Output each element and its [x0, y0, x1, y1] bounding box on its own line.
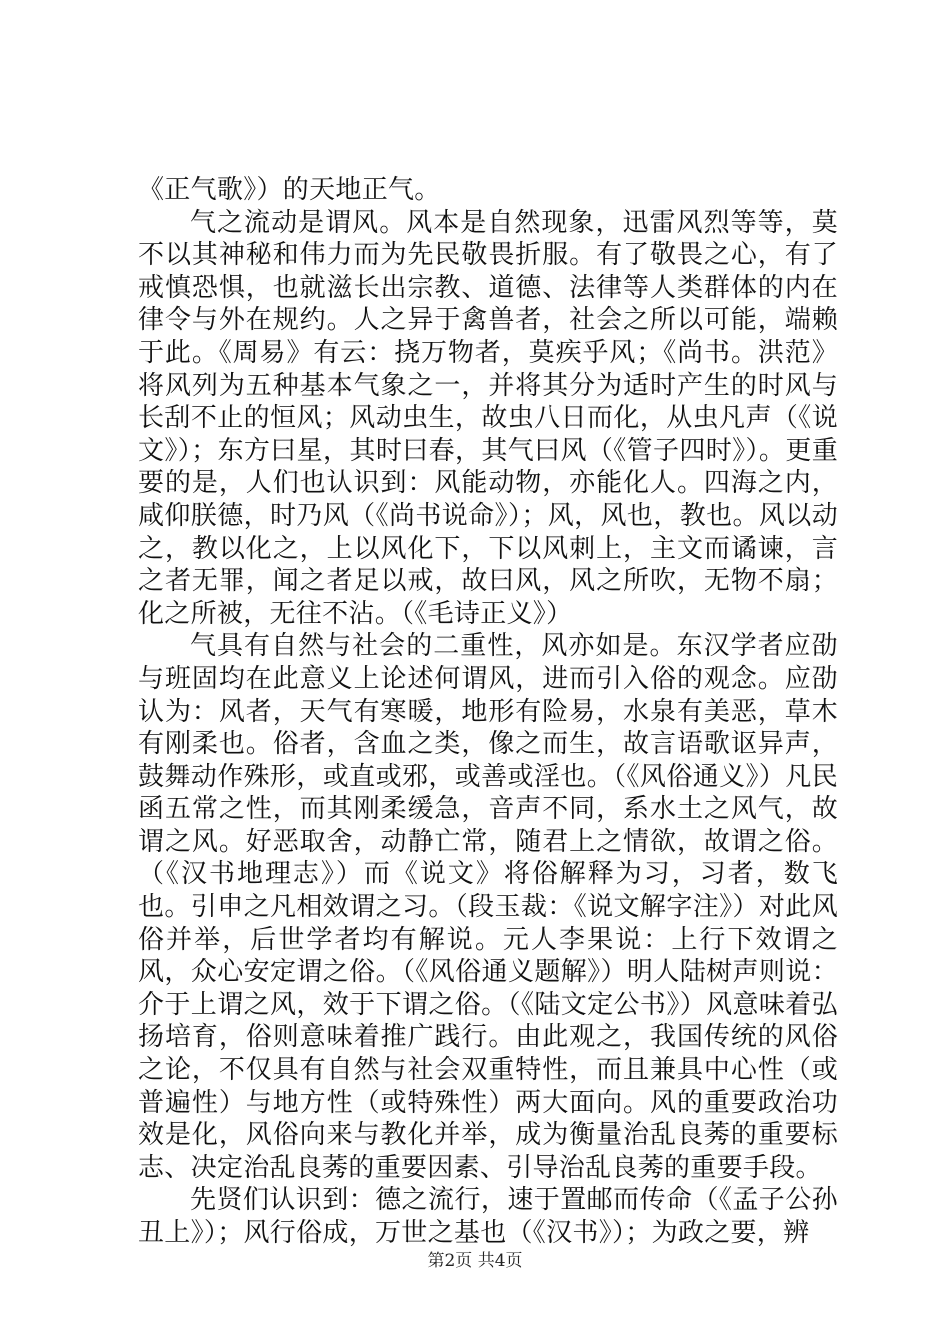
paragraph-4: 先贤们认识到：德之流行，速于置邮而传命（《孟子公孙丑上》）；风行俗成，万世之基也（《汉书》）；为政之要，辨	[138, 1185, 838, 1248]
paragraph-3: 气具有自然与社会的二重性，风亦如是。东汉学者应劭与班固均在此意义上论述何谓风，进而引入俗的观念。应劭认为：风者，天气有寒暖，地形有险易，水泉有美恶，草木有刚柔也。俗者，含血之类，像之而生，故言语歌讴异声，鼓舞动作殊形，或直或邪，或善或淫也。（《风俗通义》）凡民函五常之性，而其刚柔缓急，音声不同，系水土之风气，故谓之风。好恶取舍，动静亡常，随君上之情欲，故谓之俗。（《汉书地理志》）而《说文》将俗解释为习，习者，数飞也。引申之凡相效谓之习。（段玉裁：《说文解字注》）对此风俗并举，后世学者均有解说。元人李果说：上行下效谓之风，众心安定谓之俗。（《风俗通义题解》）明人陆树声则说：介于上谓之风，效于下谓之俗。（《陆文定公书》）风意味着弘扬培育，俗则意味着推广践行。由此观之，我国传统的风俗之论，不仅具有自然与社会双重特性，而且兼具中心性（或普遍性）与地方性（或特殊性）两大面向。风的重要政治功效是化，风俗向来与教化并举，成为衡量治乱良莠的重要标志、决定治乱良莠的重要因素、引导治乱良莠的重要手段。	[138, 631, 838, 1183]
document-body	[138, 174, 838, 1250]
paragraph-2: 气之流动是谓风。风本是自然现象，迅雷风烈等等，莫不以其神秘和伟力而为先民敬畏折服。有了敬畏之心，有了戒慎恐惧，也就滋长出宗教、道德、法律等人类群体的内在律令与外在规约。人之异于禽兽者，社会之所以可能，端赖于此。《周易》有云：挠万物者，莫疾乎风；《尚书。洪范》将风列为五种基本气象之一，并将其分为适时产生的时风与长刮不止的恒风；风动虫生，故虫八日而化，从虫凡声（《说文》）；东方曰星，其时曰春，其气曰风（《管子四时》）。更重要的是，人们也认识到：风能动物，亦能化人。四海之内，咸仰朕德，时乃风（《尚书说命》）；风，风也，教也。风以动之，教以化之，上以风化下，下以风刺上，主文而谲谏，言之者无罪，闻之者足以戒，故曰风，风之所吹，无物不扇；化之所被，无往不沾。（《毛诗正义》）	[138, 207, 838, 629]
paragraph-1: 《正气歌》）的天地正气。	[138, 175, 441, 205]
page-number-footer: 第2页 共4页	[427, 1251, 523, 1271]
